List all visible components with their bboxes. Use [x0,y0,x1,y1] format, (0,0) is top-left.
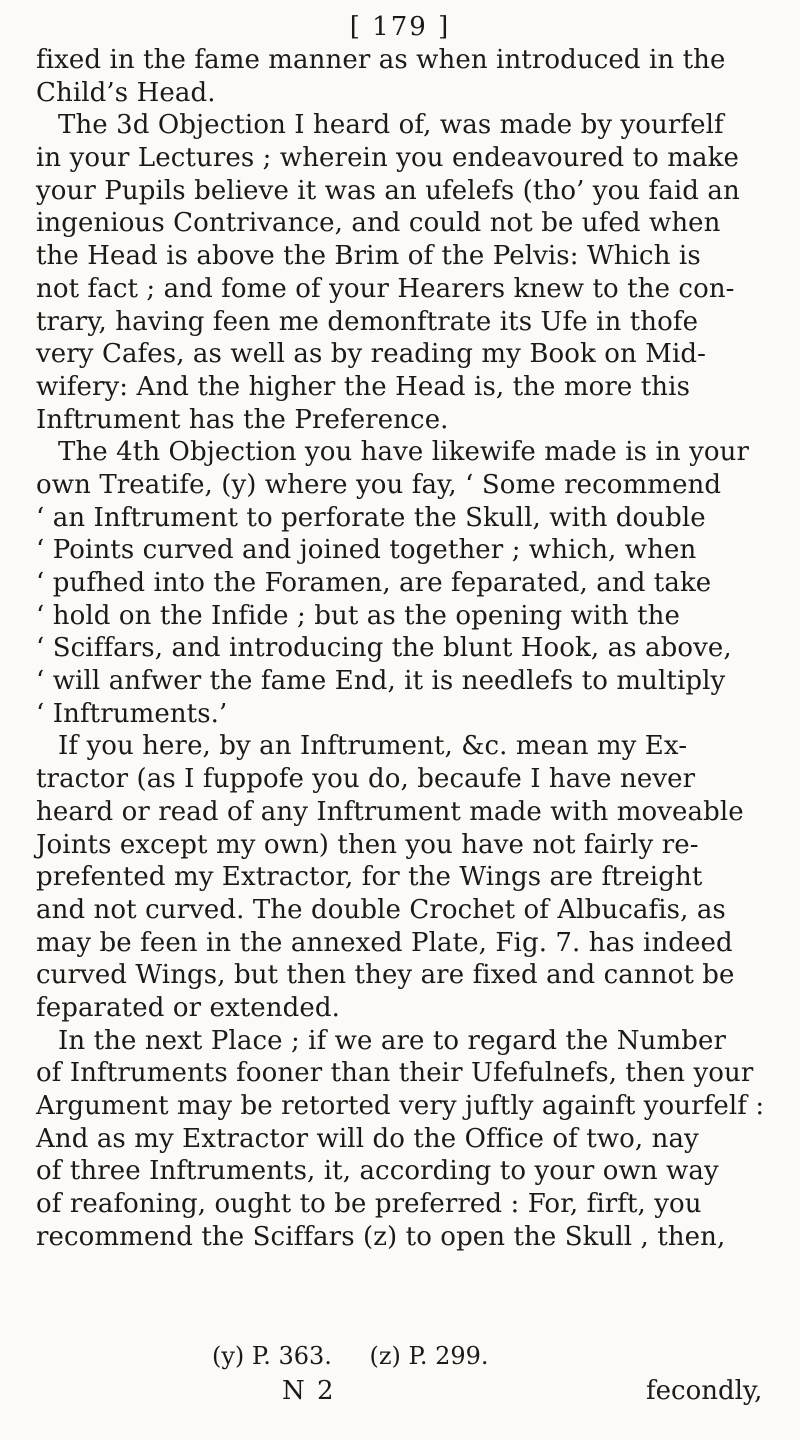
text-line: recommend the Sciffars (z) to open the Skull , then, [36,1221,726,1252]
text-line: ingenious Contrivance, and could not be ufed when [36,208,721,239]
text-line: ‘ Inftruments.’ [36,698,228,729]
signature-mark: N 2 [282,1376,336,1406]
text-line: ‘ Points curved and joined together ; which, when [36,535,697,566]
text-line: may be feen in the annexed Plate, Fig. 7. has indeed [36,927,733,958]
catchword: fecondly, [646,1376,763,1406]
text-line: prefented my Extractor, for the Wings are ftreight [36,862,703,893]
text-line: ‘ hold on the Infide ; but as the opening with the [36,600,680,631]
text-line: The 3d Objection I heard of, was made by yourfelf [58,110,724,141]
text-line: fixed in the fame manner as when introduced in the [36,45,726,75]
text-line: Inftrument has the Preference. [36,404,449,435]
footnote-line [212,1342,519,1370]
text-line: heard or read of any Inftrument made with moveable [36,796,744,827]
text-line: your Pupils believe it was an ufelefs (tho’ you faid an [36,175,740,206]
text-line: wifery: And the higher the Head is, the more this [36,371,691,402]
text-line: and not curved. The double Crochet of Albucafis, as [36,894,726,925]
footnote-z: (z) P. 299. [369,1342,489,1370]
text-line: of Inftruments fooner than their Ufefulnefs, then your [36,1058,754,1089]
text-line: of reafoning, ought to be preferred : For, firft, you [36,1189,702,1220]
text-line: feparated or extended. [36,992,340,1023]
text-line: And as my Extractor will do the Office of two, nay [36,1123,699,1154]
text-line: tractor (as I fuppofe you do, becaufe I have never [36,764,696,795]
text-line: the Head is above the Brim of the Pelvis: Which is [36,241,701,272]
text-line: not fact ; and fome of your Hearers knew to the con- [36,273,735,304]
text-line: ‘ Sciffars, and introducing the blunt Hook, as above, [36,633,732,664]
text-line: Joints except my own) then you have not fairly re- [36,829,699,860]
text-line: ‘ will anfwer the fame End, it is needlefs to multiply [36,666,726,697]
text-line: The 4th Objection you have likewife made is in your [58,437,750,468]
text-line: ‘ an Inftrument to perforate the Skull, with double [36,502,706,533]
page-number: [ 179 ] [349,12,451,42]
text-line: If you here, by an Inftrument, &c. mean my Ex- [58,731,688,762]
text-line: curved Wings, but then they are fixed and cannot be [36,960,735,991]
text-line: In the next Place ; if we are to regard the Number [58,1025,726,1056]
text-line: own Treatife, (y) where you fay, ‘ Some recommend [36,469,722,500]
text-line: trary, having feen me demonftrate its Ufe in thofe [36,306,699,337]
body-text [36,44,776,1253]
text-line: Child’s Head. [36,77,216,108]
text-line: ‘ pufhed into the Foramen, are feparated, and take [36,568,712,598]
text-line: very Cafes, as well as by reading my Book on Mid- [36,339,706,370]
footnote-y: (y) P. 363. [212,1342,332,1370]
text-line: of three Inftruments, it, according to your own way [36,1156,719,1187]
text-line: in your Lectures ; wherein you endeavoured to make [36,143,739,174]
text-line: Argument may be retorted very juftly againft yourfelf : [36,1091,765,1121]
